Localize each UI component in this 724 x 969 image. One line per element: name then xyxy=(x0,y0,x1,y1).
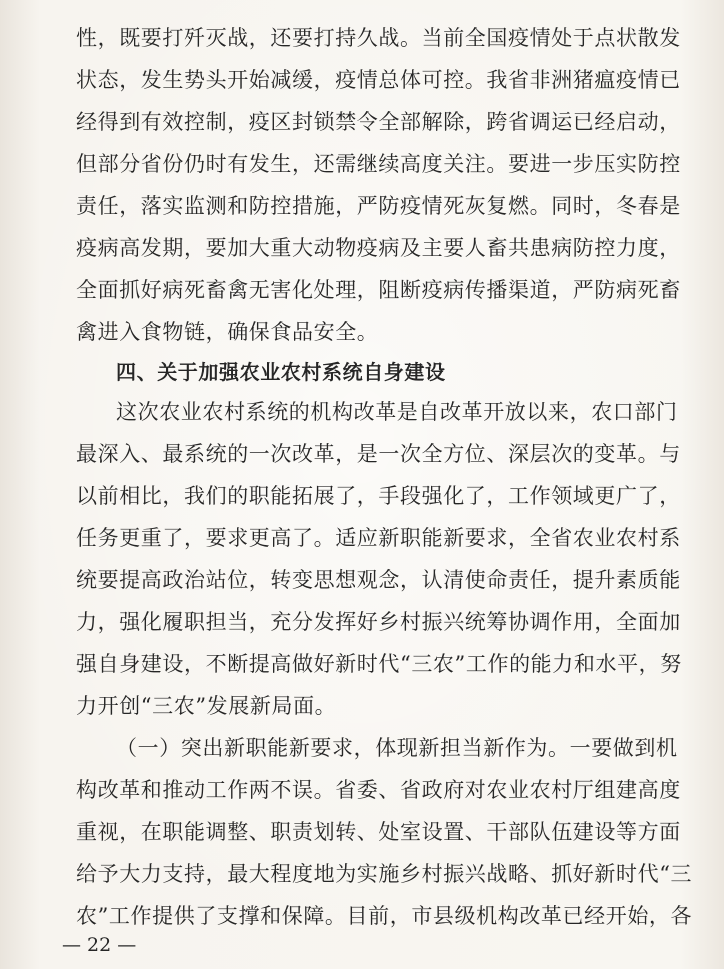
text-line: 重视，在职能调整、职责划转、处室设置、干部队伍建设等方面 xyxy=(76,820,681,844)
text-line: 构改革和推动工作两不误。省委、省政府对农业农村厅组建高度 xyxy=(76,778,681,802)
text-line: 责任，落实监测和防控措施，严防疫情死灰复燃。同时，冬春是 xyxy=(76,194,681,218)
text-line: 强自身建设，不断提高做好新时代“三农”工作的能力和水平，努 xyxy=(76,652,682,676)
text-line: 疫病高发期，要加大重大动物疫病及主要人畜共患病防控力度， xyxy=(76,236,681,260)
page-number: — 22 — xyxy=(62,934,137,956)
text-line: 力开创“三农”发展新局面。 xyxy=(76,694,337,718)
text-line: 最深入、最系统的一次改革，是一次全方位、深层次的变革。与 xyxy=(76,442,681,466)
text-line: 给予大力支持，最大程度地为实施乡村振兴战略、抓好新时代“三 xyxy=(76,862,693,886)
text-line: 状态，发生势头开始减缓，疫情总体可控。我省非洲猪瘟疫情已 xyxy=(76,68,681,92)
text-line: 力，强化履职担当，充分发挥好乡村振兴统筹协调作用，全面加 xyxy=(76,610,681,634)
text-line: 统要提高政治站位，转变思想观念，认清使命责任，提升素质能 xyxy=(76,568,681,592)
text-line: 全面抓好病死畜禽无害化处理，阻断疫病传播渠道，严防病死畜 xyxy=(76,278,681,302)
text-line: 农”工作提供了支撑和保障。目前，市县级机构改革已经开始，各 xyxy=(76,904,693,928)
text-line: （一）突出新职能新要求，体现新担当新作为。一要做到机 xyxy=(116,736,678,760)
text-line: 这次农业农村系统的机构改革是自改革开放以来，农口部门 xyxy=(116,400,678,424)
section-heading: 四、关于加强农业农村系统自身建设 xyxy=(116,360,446,384)
text-line: 任务更重了，要求更高了。适应新职能新要求，全省农业农村系 xyxy=(76,526,681,550)
text-line: 禽进入食物链，确保食品安全。 xyxy=(76,320,379,344)
text-line: 经得到有效控制，疫区封锁禁令全部解除，跨省调运已经启动， xyxy=(76,110,681,134)
text-line: 性，既要打歼灭战，还要打持久战。当前全国疫情处于点状散发 xyxy=(76,26,681,50)
text-line: 以前相比，我们的职能拓展了，手段强化了，工作领域更广了， xyxy=(76,484,681,508)
text-line: 但部分省份仍时有发生，还需继续高度关注。要进一步压实防控 xyxy=(76,152,681,176)
